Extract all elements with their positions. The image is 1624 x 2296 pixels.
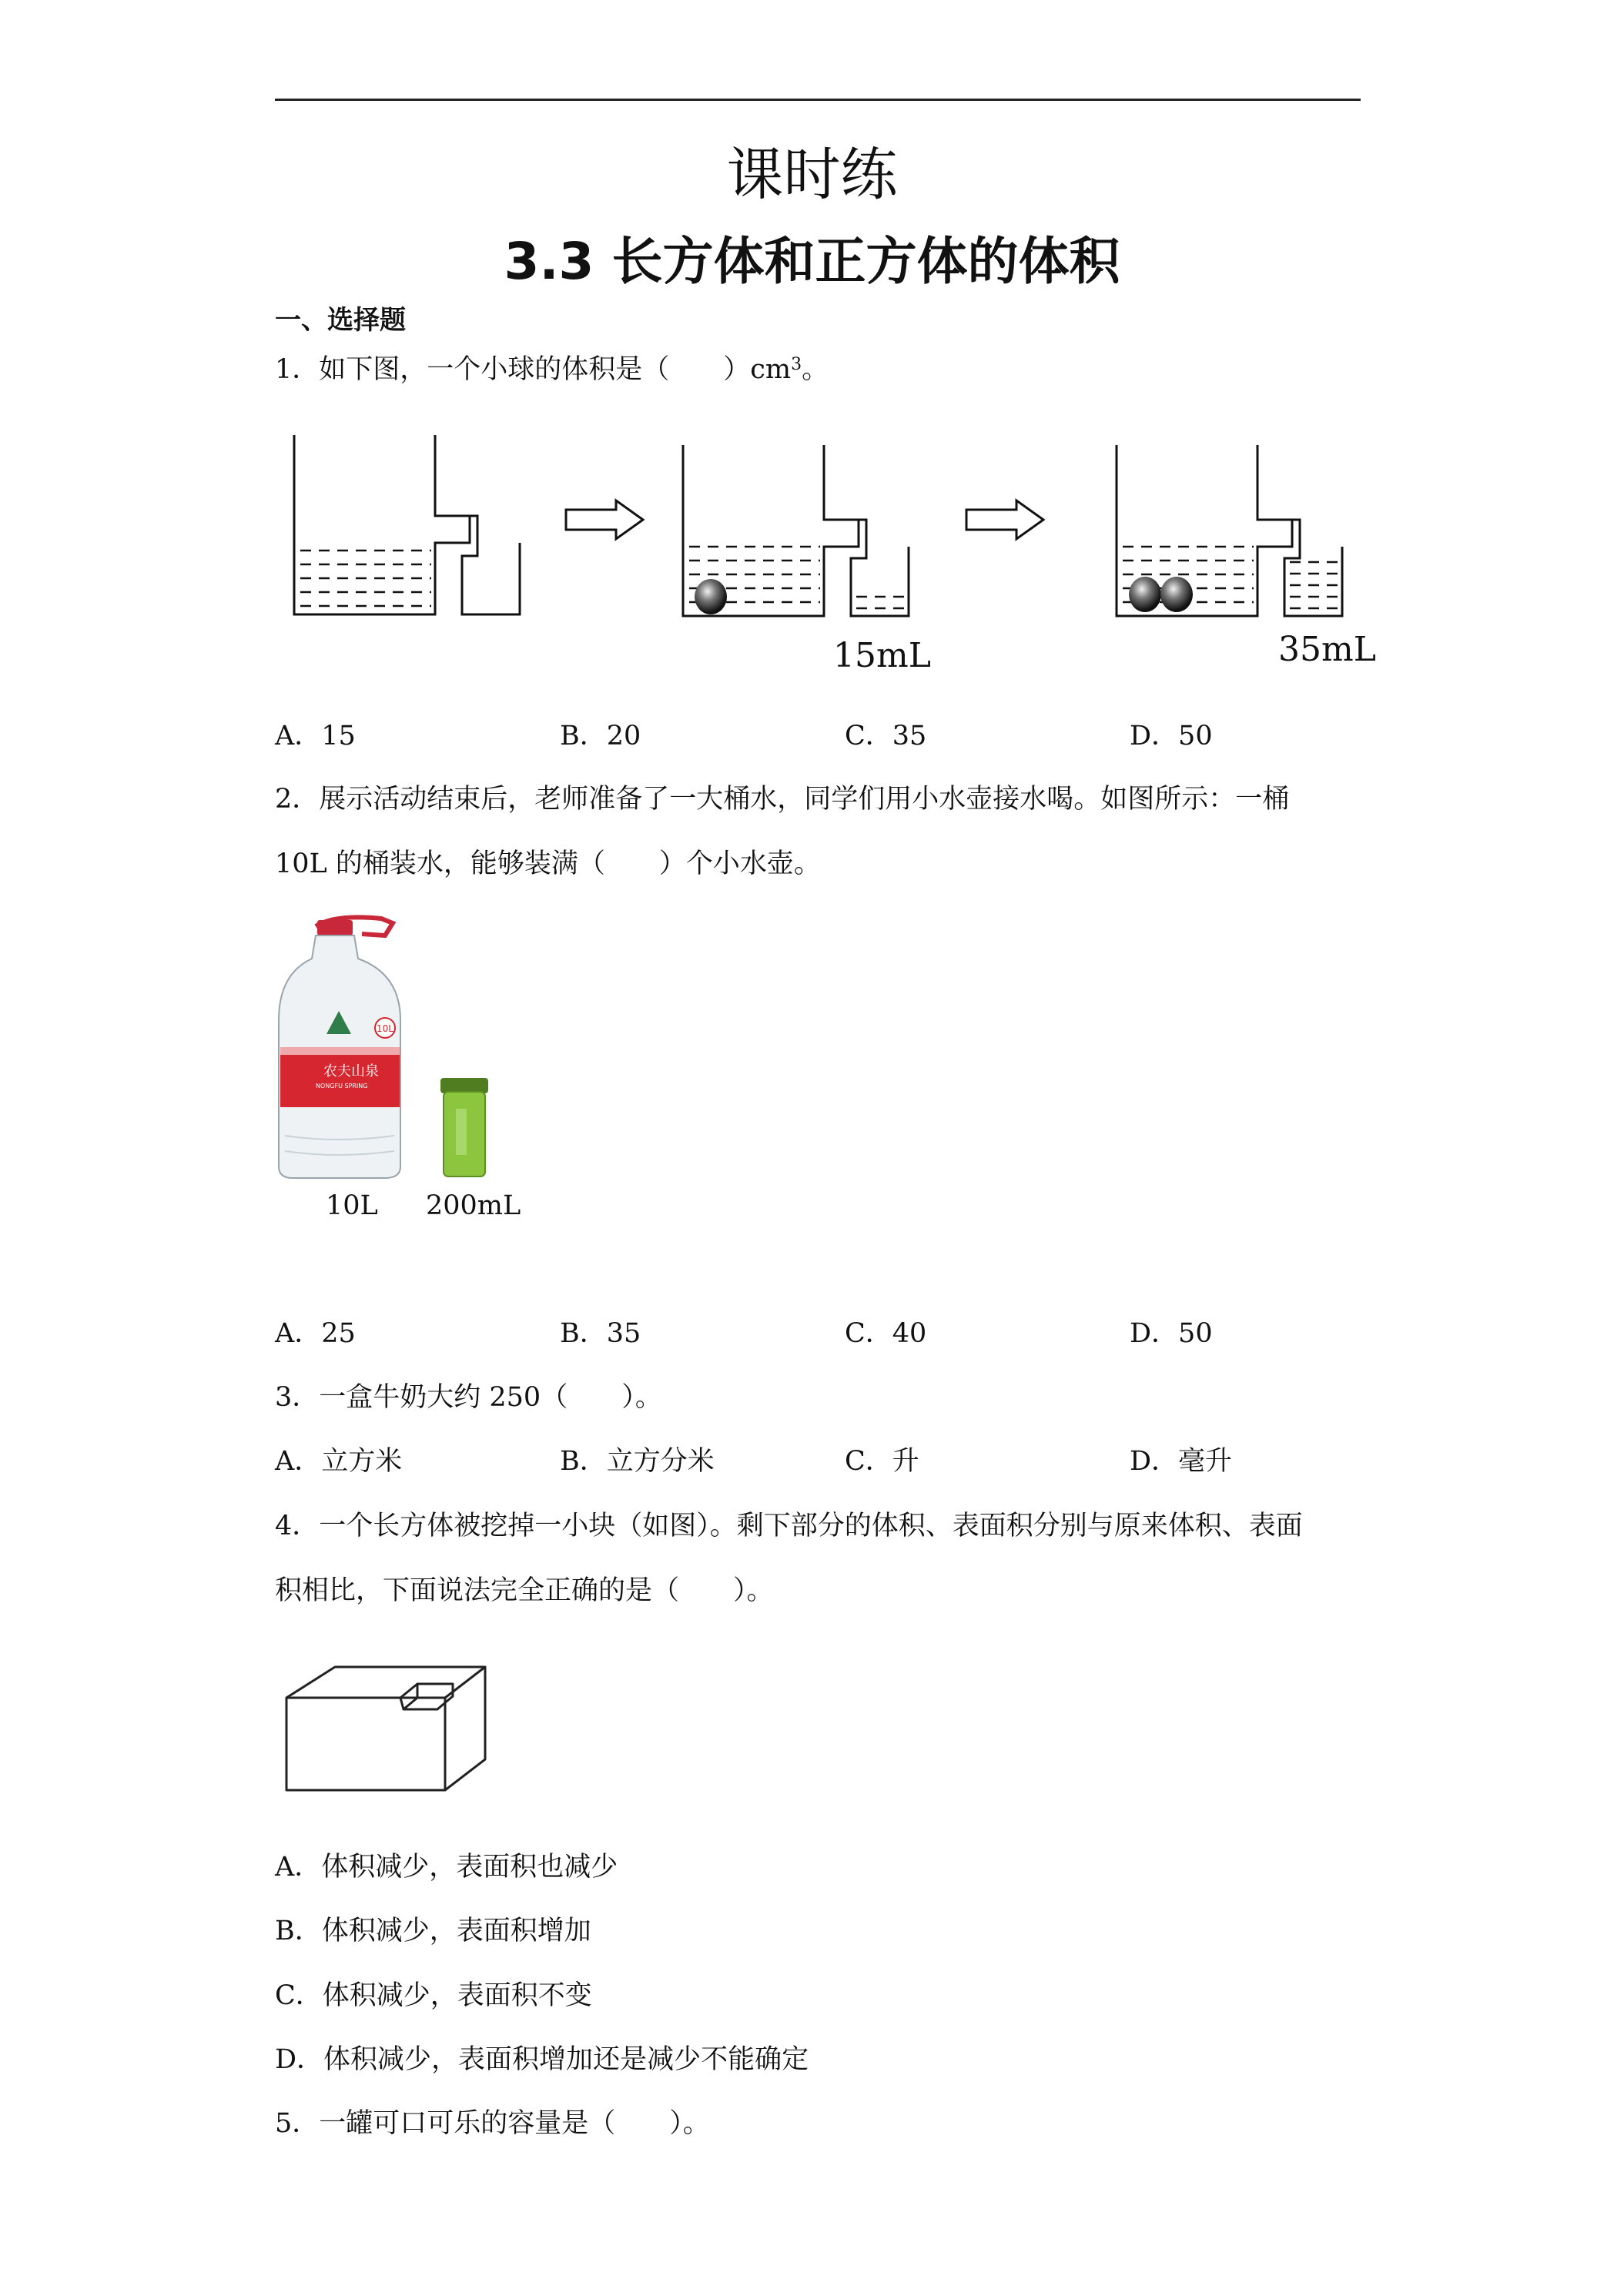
ball-1	[695, 579, 727, 614]
container-1	[294, 435, 470, 614]
question-1-unit-tail: 。	[802, 354, 829, 385]
question-1-unit-sup: 3	[791, 355, 802, 374]
cuboid-cutout-figure	[277, 1659, 493, 1798]
arrow-right-2	[966, 500, 1043, 539]
question-5: 5．一罐可口可乐的容量是（ ）。	[275, 2108, 710, 2139]
page-title: 课时练	[726, 142, 898, 208]
q3-option-a[interactable]: A．立方米	[275, 1446, 403, 1477]
q4-option-d[interactable]: D．体积减少，表面积增加还是减少不能确定	[275, 2044, 809, 2075]
question-3: 3．一盒牛奶大约 250（ ）。	[275, 1382, 662, 1413]
q1-option-b[interactable]: B．20	[560, 721, 641, 751]
q3-option-d[interactable]: D．毫升	[1130, 1446, 1233, 1477]
bottle-caption: 10L	[326, 1190, 378, 1221]
cup3-volume-label: 35mL	[1278, 630, 1376, 669]
lesson-title: 3.3 长方体和正方体的体积	[504, 232, 1120, 291]
bottle-brand-text: 农夫山泉	[323, 1063, 379, 1079]
q1-option-d[interactable]: D．50	[1130, 721, 1213, 751]
arrow-right-1	[566, 500, 643, 539]
question-4-line-1: 4．一个长方体被挖掉一小块（如图）。剩下部分的体积、表面积分别与原来体积、表面	[275, 1511, 1303, 1541]
ball-2a	[1129, 577, 1161, 612]
q3-option-c[interactable]: C．升	[845, 1446, 919, 1477]
question-2-line-2: 10L 的桶装水，能够装满（ ）个小水壶。	[275, 848, 821, 879]
question-1	[275, 354, 829, 385]
bottle-brand-en-text: NONGFU SPRING	[316, 1083, 368, 1089]
question-2-line-1: 2．展示活动结束后，老师准备了一大桶水，同学们用小水壶接水喝。如图所示：一桶	[275, 784, 1290, 815]
q3-option-b[interactable]: B．立方分米	[560, 1446, 715, 1477]
ball-2b	[1160, 577, 1193, 612]
header-rule	[275, 99, 1361, 101]
q4-option-a[interactable]: A．体积减少，表面积也减少	[275, 1852, 618, 1883]
section-heading: 一、选择题	[275, 305, 406, 336]
cup2-volume-label: 15mL	[833, 636, 931, 675]
bottle-badge-text: 10L	[377, 1023, 393, 1034]
q4-option-b[interactable]: B．体积减少，表面积增加	[275, 1916, 591, 1946]
q4-option-c[interactable]: C．体积减少，表面积不变	[275, 1980, 592, 2011]
water-bottle-figure	[277, 912, 524, 1190]
q2-option-c[interactable]: C．40	[845, 1318, 927, 1349]
question-1-text: 1．如下图，一个小球的体积是（ ）cm	[275, 354, 792, 385]
q1-option-a[interactable]: A．15	[275, 721, 356, 751]
cup-caption: 200mL	[426, 1190, 521, 1221]
q2-option-a[interactable]: A．25	[275, 1318, 356, 1349]
q1-option-c[interactable]: C．35	[845, 721, 927, 751]
q2-option-d[interactable]: D．50	[1130, 1318, 1213, 1349]
question-4-line-2: 积相比，下面说法完全正确的是（ ）。	[275, 1575, 774, 1606]
q2-option-b[interactable]: B．35	[560, 1318, 641, 1349]
